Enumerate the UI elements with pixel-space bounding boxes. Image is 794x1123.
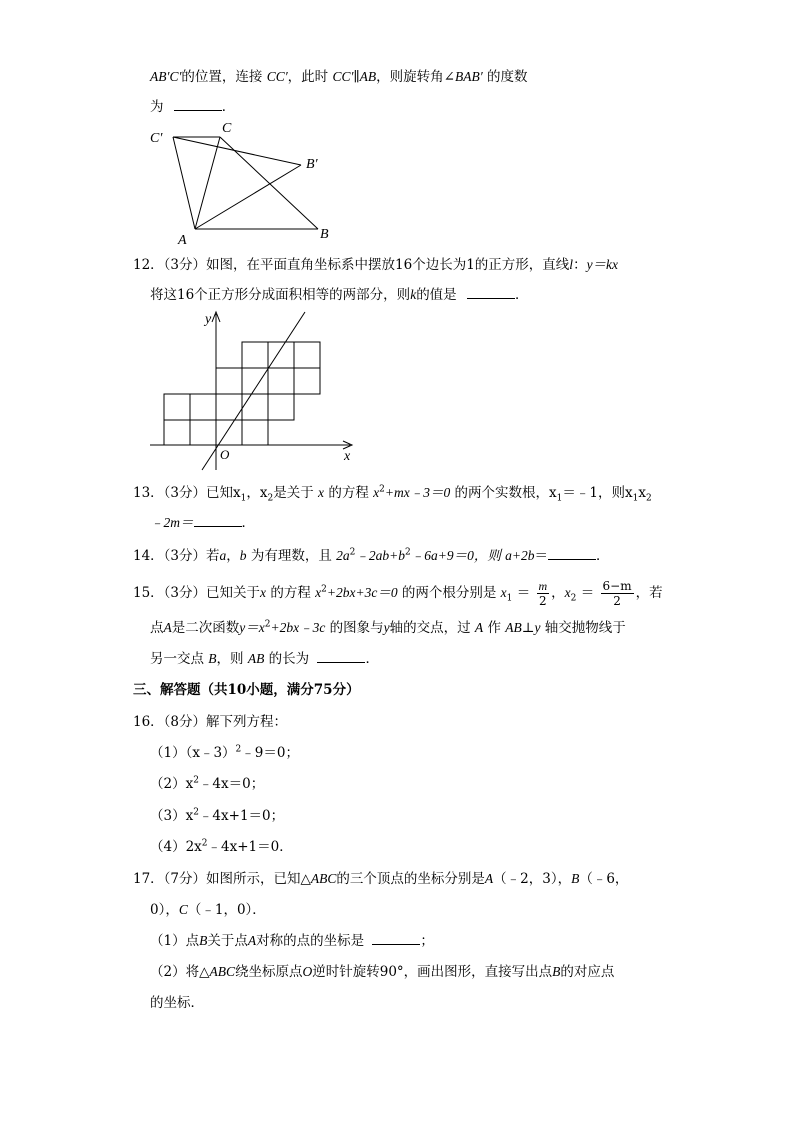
q17-text: ；	[420, 933, 434, 949]
q15-text: 15．（3分）已知关于	[133, 585, 261, 601]
q17-text: B	[199, 933, 208, 948]
q13-text: ＝﹣1，则	[562, 485, 625, 501]
q14-text: b	[239, 548, 247, 563]
q17-text: 绕坐标原点	[234, 964, 303, 980]
q13-text: x	[624, 485, 633, 501]
q12-line2	[150, 286, 528, 304]
section-heading: 三、解答题（共10小题，满分75分）	[133, 682, 360, 698]
label-origin: O	[220, 447, 230, 462]
q15-text: ，若	[635, 585, 663, 601]
q17-text: A	[484, 871, 494, 886]
q15-text: 轴交抛物线于	[544, 620, 626, 636]
q15-text: AB	[505, 620, 522, 635]
q12-text: ：	[573, 257, 587, 273]
q15-text: 的图象与	[329, 620, 384, 636]
q13-text: x	[233, 485, 241, 501]
q17-text: ABC	[310, 871, 337, 886]
q17-text: B	[552, 964, 561, 979]
q16-text: ﹣9＝0；	[241, 745, 299, 761]
q14-text: a+2b	[505, 548, 535, 563]
q17-text: A	[247, 933, 257, 948]
q12-text: ．	[514, 287, 529, 303]
q16-sup: 2	[193, 775, 199, 786]
q11-line1	[150, 68, 527, 86]
q17-text: B	[571, 871, 580, 886]
q16-item-3	[150, 807, 284, 825]
q11-text: 的位置，连接	[181, 69, 263, 85]
answer-blank[interactable]	[467, 286, 515, 299]
q11-text: ，此时	[287, 69, 329, 85]
q15-text: A	[163, 620, 172, 635]
q11-text: CC′∥AB	[332, 69, 377, 84]
q15-sub: 1	[506, 593, 513, 604]
q15-text: 点	[150, 620, 164, 636]
q17-text: （1）点	[150, 933, 200, 949]
q15-text: A	[474, 620, 484, 635]
q15-text: x	[564, 585, 571, 600]
q17-text: 关于点	[207, 933, 248, 949]
q13-line1	[133, 484, 652, 502]
q13-text: 的方程	[328, 485, 369, 501]
q11-text: 的度数	[486, 69, 528, 85]
q13-text: x	[638, 485, 646, 501]
label-c: C	[222, 121, 232, 136]
label-b-prime: B′	[306, 157, 318, 172]
q11-line2	[150, 98, 235, 116]
q12-text: 的值是	[416, 287, 457, 303]
q14-text: ，	[226, 548, 240, 564]
label-a: A	[178, 233, 187, 248]
q14-text: 为有理数，且	[250, 548, 332, 564]
q16-text: （3）x	[150, 808, 194, 824]
frac-denominator: 2	[613, 594, 621, 608]
q17-text: 逆时针旋转90°，画出图形，直接写出点	[312, 964, 553, 980]
q15-text: 另一交点	[150, 651, 204, 667]
q15-text: 的两个根分别是	[401, 585, 497, 601]
label-x-axis: x	[344, 449, 351, 464]
q15-line1	[133, 578, 663, 608]
frac-denominator: 2	[539, 594, 547, 608]
q11-text: AB′C′	[150, 69, 182, 84]
q17-part1	[150, 932, 434, 950]
q13-text: ．	[241, 515, 255, 531]
q17-text: 0），	[150, 902, 179, 918]
q16-text: ﹣4x＝0；	[198, 776, 265, 792]
q13-text: +mx﹣3＝0	[384, 485, 451, 500]
q12-text: l	[569, 257, 574, 272]
q17-text: ABC	[209, 964, 235, 979]
frac-numerator: 6−m	[602, 579, 632, 593]
q13-text: ﹣2m＝	[150, 515, 194, 530]
q13-text: x	[259, 485, 268, 501]
q13-line2	[150, 514, 255, 532]
q12-text: y＝kx	[586, 257, 619, 272]
q15-sup: 2	[321, 584, 327, 595]
q15-text: y	[383, 620, 390, 635]
answer-blank[interactable]	[174, 98, 222, 111]
q17-line1	[133, 870, 628, 888]
q13-text: x	[549, 485, 557, 501]
q15-text: ＝	[580, 585, 595, 601]
q13-sub: 2	[645, 493, 652, 504]
q16-sup: 2	[201, 838, 208, 849]
label-c-prime: C′	[150, 131, 163, 146]
q12-figure	[145, 308, 360, 473]
q14-line	[133, 547, 610, 565]
q14-text: ．	[596, 548, 610, 564]
q15-text: +2bx﹣3c	[270, 620, 326, 635]
q17-text: 的三个顶点的坐标分别是	[336, 871, 485, 887]
q15-text: 是二次函数	[171, 620, 240, 636]
q15-sup: 2	[264, 619, 271, 630]
q12-text: k	[410, 287, 417, 302]
q14-text: ﹣2ab+b	[355, 548, 405, 563]
q15-text: ，	[551, 585, 565, 601]
q14-sup: 2	[404, 547, 411, 558]
q11-text: BAB′	[454, 69, 483, 84]
q14-text: 2a	[336, 548, 350, 563]
q11-text: ．	[221, 99, 236, 115]
q16-sup: 2	[193, 807, 199, 818]
answer-blank[interactable]	[317, 650, 365, 663]
q14-text: a	[219, 548, 227, 563]
q13-text: x	[318, 485, 325, 500]
answer-blank[interactable]	[194, 514, 242, 527]
q15-text: 轴的交点，过	[389, 620, 471, 636]
q14-sup: 2	[349, 547, 356, 558]
fraction-6-minus-m-over-2	[601, 579, 634, 608]
frac-numerator: m	[538, 579, 548, 593]
q16-text: （4）2x	[150, 839, 202, 855]
q11-figure	[140, 118, 340, 248]
fraction-m-over-2	[537, 579, 550, 608]
q15-line2	[150, 619, 626, 637]
q16-head: 16．（8分）解下列方程：	[133, 714, 288, 730]
q14-text: ＝	[534, 548, 549, 564]
q17-text: C	[178, 902, 188, 917]
q13-sub: 1	[240, 493, 247, 504]
q15-text: AB	[247, 651, 265, 666]
q13-text: x	[373, 485, 380, 500]
q17-text: （﹣2，3），	[493, 871, 572, 887]
q15-text: ⊥	[521, 620, 535, 636]
q17-part2	[150, 963, 614, 981]
q15-text: x	[500, 585, 507, 600]
q16-item-4	[150, 838, 293, 856]
q15-text: 作	[487, 620, 501, 636]
q16-text: ﹣4x+1＝0；	[198, 808, 285, 824]
q15-text: ＝	[516, 585, 531, 601]
q11-text: 为	[150, 99, 164, 115]
q17-text: O	[302, 964, 313, 979]
q15-text: x	[260, 585, 267, 600]
label-y-axis: y	[205, 312, 212, 327]
q17-text: （﹣6，	[579, 871, 629, 887]
q13-text: 的两个实数根，	[454, 485, 550, 501]
q13-sup: 2	[379, 484, 385, 495]
q17-line2	[150, 901, 266, 919]
q15-text: +2bx+3c＝0	[326, 585, 398, 600]
q17-text: 的对应点	[560, 964, 615, 980]
q13-text: ，	[246, 485, 260, 501]
q13-text: 13．（3分）已知	[133, 485, 234, 501]
q17-part2-line2: 的坐标．	[150, 995, 204, 1011]
label-b: B	[320, 227, 329, 242]
q17-text: （2）将△	[150, 964, 210, 980]
q13-sub: 1	[632, 493, 639, 504]
q13-sub: 2	[267, 493, 274, 504]
q16-text: （1）（x﹣3）	[150, 745, 236, 761]
q12-line1	[133, 256, 618, 274]
q13-sub: 1	[556, 493, 563, 504]
q11-text: ，则旋转角∠	[376, 69, 455, 85]
q14-text: 14．（3分）若	[133, 548, 220, 564]
q14-text: ﹣6a+9＝0，则	[410, 548, 501, 563]
q16-item-1	[150, 744, 299, 762]
q15-sub: 2	[570, 593, 577, 604]
q16-sup: 2	[235, 744, 242, 755]
q17-text: （﹣1，0）．	[187, 902, 266, 918]
q13-text: 是关于	[273, 485, 314, 501]
answer-blank[interactable]	[372, 932, 420, 945]
q16-item-2	[150, 775, 264, 793]
q17-text: 17．（7分）如图所示，已知△	[133, 871, 311, 887]
q15-text: B	[208, 651, 217, 666]
q16-text: ﹣4x+1＝0．	[207, 839, 293, 855]
q17-text: 对称的点的坐标是	[256, 933, 365, 949]
q15-text: ．	[365, 651, 379, 667]
q12-text: 12．（3分）如图，在平面直角坐标系中摆放16个边长为1的正方形，直线	[133, 257, 570, 273]
q15-text: ，则	[216, 651, 244, 667]
q15-text: x	[315, 585, 322, 600]
q15-line3	[150, 650, 379, 668]
q12-text: 将这16个正方形分成面积相等的两部分，则	[150, 287, 411, 303]
q11-text: CC′	[266, 69, 288, 84]
q16-text: （2）x	[150, 776, 194, 792]
q15-text: 的方程	[270, 585, 311, 601]
q15-text: y	[534, 620, 541, 635]
q15-text: 的长为	[268, 651, 310, 667]
q15-text: y＝x	[239, 620, 265, 635]
answer-blank[interactable]	[548, 547, 596, 560]
